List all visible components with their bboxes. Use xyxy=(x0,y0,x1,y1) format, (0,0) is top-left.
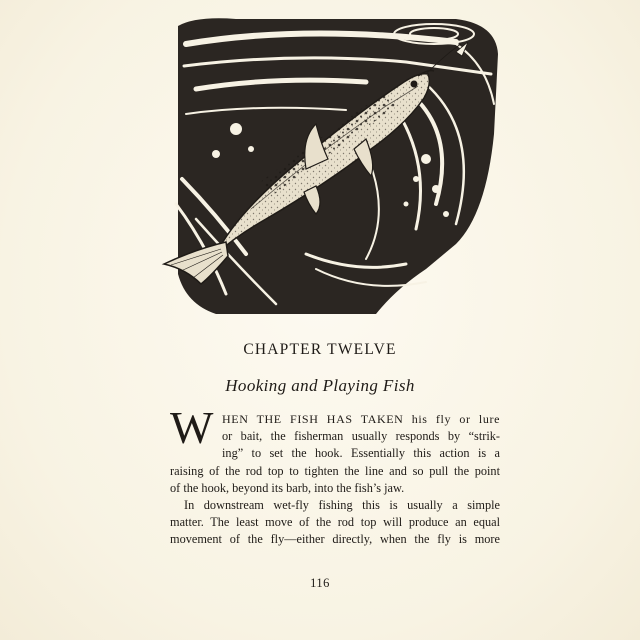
chapter-title: CHAPTER TWELVE xyxy=(243,341,397,358)
body-text xyxy=(170,411,500,549)
text-line: matter. The least move of the rod top will produce an equal xyxy=(170,515,500,530)
trout-leaping-illustration xyxy=(156,14,502,316)
text-line: HEN THE FISH HAS TAKEN his fly or lure xyxy=(222,412,500,426)
drop-cap: W xyxy=(170,402,214,453)
text-line: movement of the fly—either directly, when the fly is more xyxy=(170,532,500,547)
text-line: raising of the rod top to tighten the line and so pull the point xyxy=(170,463,500,478)
page-number: 116 xyxy=(310,576,330,590)
text-line: ing” to set the hook. Essentially this action is a xyxy=(222,446,500,461)
text-line: or bait, the fisherman usually responds by “strik- xyxy=(222,429,500,444)
chapter-subtitle: Hooking and Playing Fish xyxy=(225,376,415,395)
text-line: In downstream wet-fly fishing this is usually a simple xyxy=(184,498,500,513)
text-line: of the hook, beyond its barb, into the fish’s jaw. xyxy=(170,480,405,495)
